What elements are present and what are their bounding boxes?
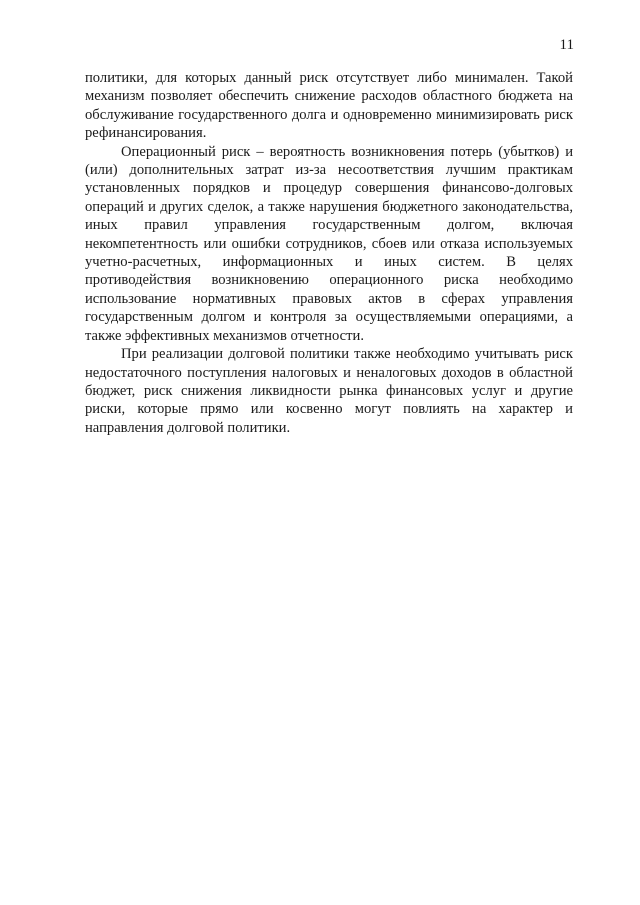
paragraph-other-risks: При реализации долговой политики также необходимо учитывать риск недостаточного поступления налоговых и неналоговых доходов в областной бюджет, риск снижения ликвидности рынка финансовых услуг и другие риски, которые прямо или косвенно могут повлиять на характер и направления долговой политики. [85, 346, 573, 436]
paragraph-continuation: политики, для которых данный риск отсутствует либо минимален. Такой механизм позволяет обеспечить снижение расходов областного бюджета на обслуживание государственного долга и одновременно минимизировать риск рефинансирования. [85, 70, 573, 142]
page-number: 11 [559, 37, 574, 53]
paragraph-operational-risk: Операционный риск – вероятность возникновения потерь (убытков) и (или) дополнительных затрат из-за несоответствия лучшим практикам установленных порядков и процедур совершения финансово-долговых операций и других сделок, а также нарушения бюджетного законодательства, иных правил управления государственным долгом, включая некомпетентность или ошибки сотрудников, сбоев или отказа используемых учетно-расчетных, информационных и иных систем. В целях противодействия возникновению операционного риска необходимо использование нормативных правовых актов в сферах управления государственным долгом и контроля за осуществляемыми операциями, а также эффективных механизмов отчетности. [85, 143, 573, 344]
body-text [85, 69, 573, 437]
